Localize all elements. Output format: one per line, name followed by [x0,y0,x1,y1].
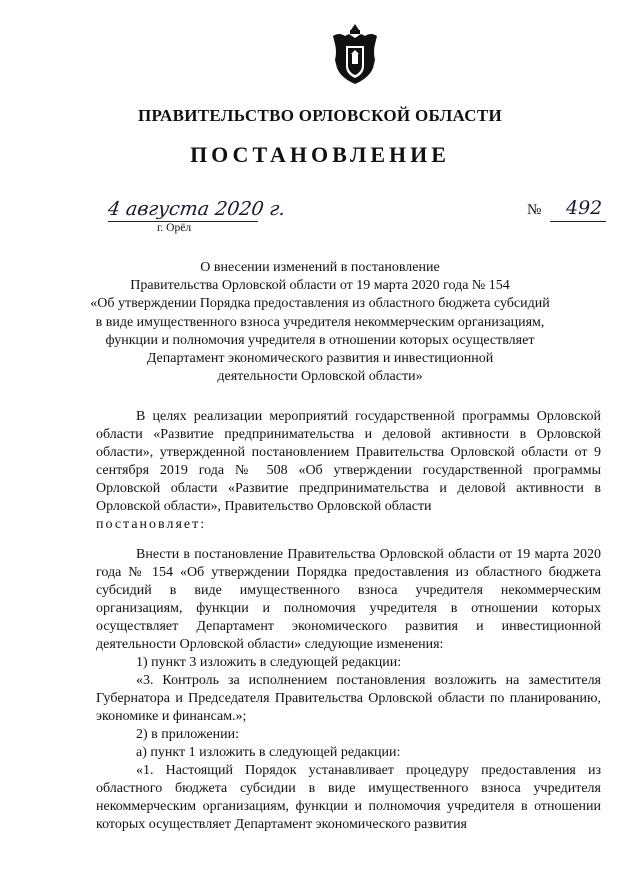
item-1: 1) пункт 3 изложить в следующей редакции: [136,655,402,670]
document-type: ПОСТАНОВЛЕНИЕ [190,142,450,167]
resolution-intro: Внести в постановление Правительства Орловской области от 19 марта 2020 года № 154 «Об утверждении Порядка предоставления из областного бюджета субсидий в виде имущественного взноса учредителя некоммерческим организациям, функции и полномочия учредителя в отношении которых осуществляет Департамент экономического развития и инвестиционной деятельности Орловской области» следующие изменения: [96,547,601,652]
subject-line: функции и полномочия учредителя в отношении которых осуществляет [105,332,535,348]
handwritten-date: 4 августа 2020 г. [106,198,287,220]
handwritten-number: 492 [566,197,603,219]
item-2: 2) в приложении: [136,727,239,742]
subject-line: деятельности Орловской области» [217,369,423,385]
subject-line: Департамент экономического развития и инвестиционной [146,351,494,367]
item-1-text: «3. Контроль за исполнением постановления возложить на заместителя Губернатора и Председателя Правительства Орловской области по планированию, экономике и финансам.»; [96,673,601,724]
item-2a: а) пункт 1 изложить в следующей редакции: [136,745,401,760]
coat-of-arms-icon [329,22,381,86]
document-subject [60,259,580,386]
number-underline [550,221,606,222]
subject-line: О внесении изменений в постановление [200,260,440,275]
number-label: № [527,202,542,218]
resolves-word: постановляет: [96,517,207,532]
preamble-text: В целях реализации мероприятий государственной программы Орловской области «Развитие предпринимательства и деловой активности в Орловской области», утвержденной постановлением Правительства Орловской области от 9 сентября 2019 года № 508 «Об утверждении государственной программы Орловской области «Развитие предпринимательства и деловой активности в Орловской области», Правительство Орловской области [96,409,601,514]
government-title: ПРАВИТЕЛЬСТВО ОРЛОВСКОЙ ОБЛАСТИ [137,106,503,125]
resolution-body [96,546,601,834]
subject-line: в виде имущественного взноса учредителя некоммерческим организациям, [95,314,545,330]
subject-line: «Об утверждении Порядка предоставления из областного бюджета субсидий [90,296,550,312]
city: г. Орёл [157,222,192,234]
subject-line: Правительства Орловской области от 19 марта 2020 года № 154 [130,278,510,294]
preamble [96,408,601,534]
item-2a-text: «1. Настоящий Порядок устанавливает процедуру предоставления из областного бюджета субсидии в виде имущественного взноса учредителя некоммерческим организациям, функции и полномочия учредителя в отношении которых осуществляет Департамент экономического развития [96,763,601,832]
